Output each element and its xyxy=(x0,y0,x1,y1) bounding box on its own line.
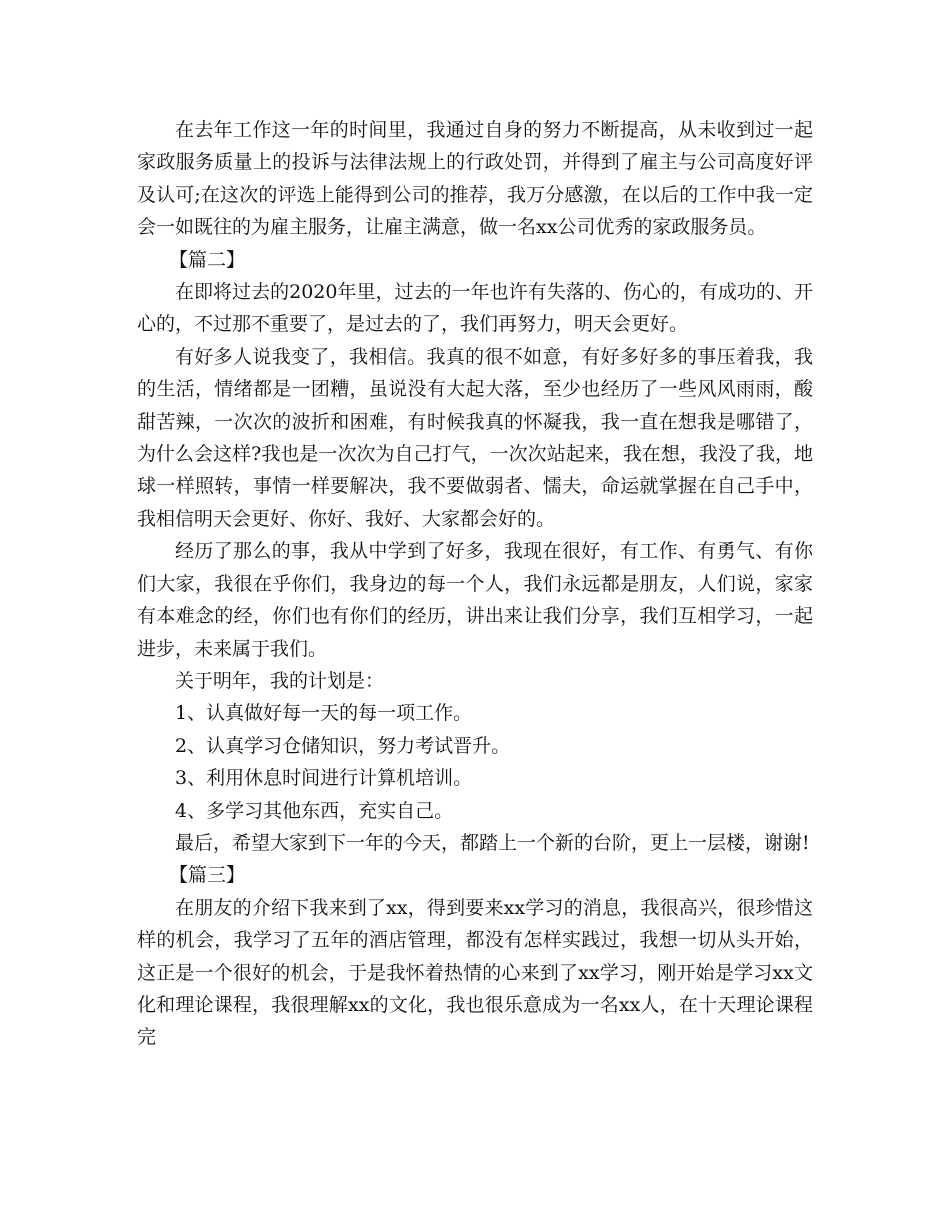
document-page xyxy=(137,114,813,1054)
plan-item-3: 3、利用休息时间进行计算机培训。 xyxy=(175,767,473,790)
plan-item-1: 1、认真做好每一天的每一项工作。 xyxy=(175,702,473,725)
plan-item-4: 4、多学习其他东西，充实自己。 xyxy=(175,799,454,822)
plan-intro: 关于明年，我的计划是： xyxy=(175,669,385,692)
section-heading-3: 【篇三】 xyxy=(169,864,246,887)
section2-paragraph-3: 经历了那么的事，我从中学到了好多，我现在很好，有工作、有勇气、有你们大家，我很在乎你们，我身边的每一个人，我们永远都是朋友，人们说，家家有本难念的经，你们也有你们的经历，讲出来让我们分享，我们互相学习，一起进步，未来属于我们。 xyxy=(137,540,813,660)
section-heading-2: 【篇二】 xyxy=(169,248,246,271)
closing-line: 最后，希望大家到下一年的今天，都踏上一个新的台阶，更上一层楼，谢谢! xyxy=(175,831,810,854)
paragraph-intro: 在去年工作这一年的时间里，我通过自身的努力不断提高，从未收到过一起家政服务质量上的投诉与法律法规上的行政处罚，并得到了雇主与公司高度好评及认可;在这次的评选上能得到公司的推荐，我万分感激，在以后的工作中我一定会一如既往的为雇主服务，让雇主满意，做一名xx公司优秀的家政服务员。 xyxy=(137,119,813,239)
section2-paragraph-1: 在即将过去的2020年里，过去的一年也许有失落的、伤心的，有成功的、开心的，不过那不重要了，是过去的了，我们再努力，明天会更好。 xyxy=(137,281,813,336)
plan-item-2: 2、认真学习仓储知识，努力考试晋升。 xyxy=(175,734,511,757)
section2-paragraph-2: 有好多人说我变了，我相信。我真的很不如意，有好多好多的事压着我，我的生活，情绪都是一团糟，虽说没有大起大落，至少也经历了一些风风雨雨，酸甜苦辣，一次次的波折和困难，有时候我真的怀凝我，我一直在想我是哪错了，为什么会这样?我也是一次次为自己打气，一次次站起来，我在想，我没了我，地球一样照转，事情一样要解决，我不要做弱者、懦夫，命运就掌握在自己手中，我相信明天会更好、你好、我好、大家都会好的。 xyxy=(137,345,813,530)
section3-paragraph-1: 在朋友的介绍下我来到了xx，得到要来xx学习的消息，我很高兴，很珍惜这样的机会，我学习了五年的酒店管理，都没有怎样实践过，我想一切从头开始，这正是一个很好的机会，于是我怀着热情的心来到了xx学习，刚开始是学习xx文化和理论课程，我很理解xx的文化，我也很乐意成为一名xx人，在十天理论课程完 xyxy=(137,896,813,1049)
